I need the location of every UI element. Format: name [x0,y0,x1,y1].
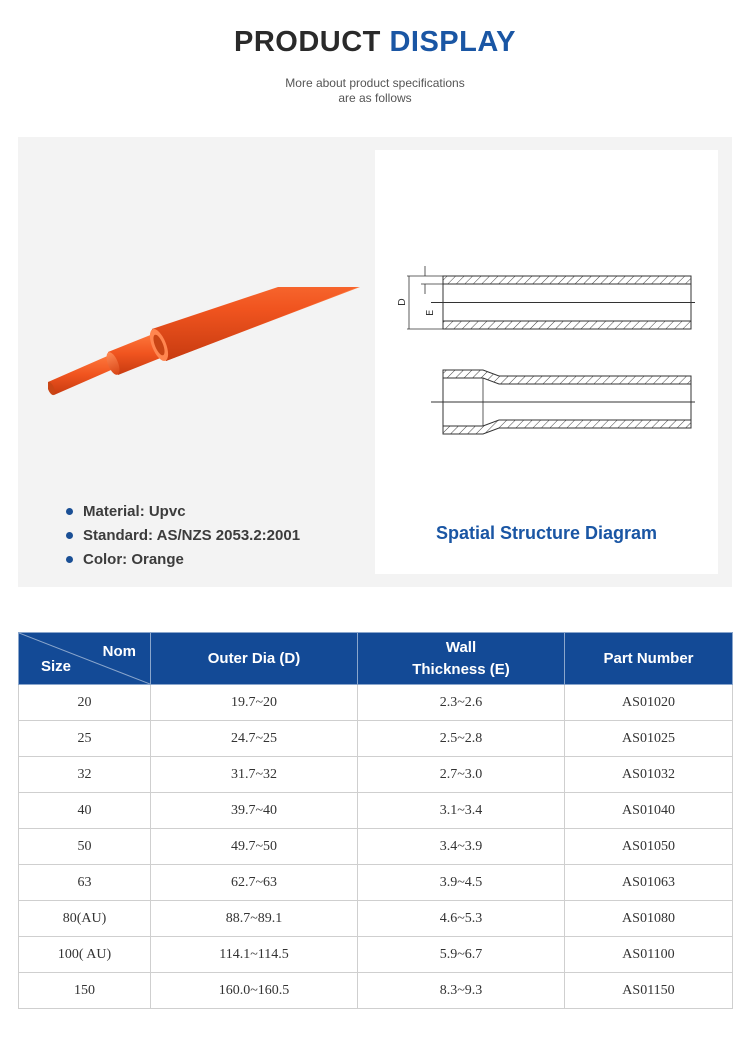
cell-outer-dia: 62.7~63 [151,865,358,901]
spec-list [66,499,300,571]
cell-outer-dia: 114.1~114.5 [151,937,358,973]
table-row [19,829,733,865]
cell-wall-thickness: 3.1~3.4 [358,793,565,829]
cell-size: 80(AU) [19,901,151,937]
spec-color-text: Color: Orange [83,550,184,568]
header-outer-dia: Outer Dia (D) [151,633,358,685]
cell-wall-thickness: 2.5~2.8 [358,721,565,757]
cell-size: 150 [19,973,151,1009]
diagram-caption: Spatial Structure Diagram [435,523,658,543]
table-row [19,721,733,757]
table-row [19,793,733,829]
cell-wall-thickness: 2.7~3.0 [358,757,565,793]
table-row [19,685,733,721]
cell-size: 40 [19,793,151,829]
title-part-2: DISPLAY [389,26,516,58]
table-header-row [19,633,733,685]
spec-color [66,547,300,571]
cell-outer-dia: 39.7~40 [151,793,358,829]
cell-part-number: AS01050 [565,829,733,865]
diagram-box [375,150,718,574]
cell-wall-thickness: 3.9~4.5 [358,865,565,901]
cell-part-number: AS01063 [565,865,733,901]
table-row [19,901,733,937]
cell-size: 32 [19,757,151,793]
cell-size: 100( AU) [19,937,151,973]
cell-size: 50 [19,829,151,865]
header-wall: Wall [445,638,477,656]
cell-size: 63 [19,865,151,901]
cell-outer-dia: 88.7~89.1 [151,901,358,937]
header-part-number: Part Number [565,633,733,685]
bullet-icon [66,556,73,563]
header-nom: Nom [102,643,136,660]
cell-outer-dia: 19.7~20 [151,685,358,721]
subtitle-line-2: are as follows [338,91,412,105]
cell-wall-thickness: 4.6~5.3 [358,901,565,937]
cell-part-number: AS01100 [565,937,733,973]
header-wall-thickness [358,633,565,685]
cell-wall-thickness: 2.3~2.6 [358,685,565,721]
cell-part-number: AS01025 [565,721,733,757]
cell-outer-dia: 160.0~160.5 [151,973,358,1009]
bullet-icon [66,532,73,539]
spec-material-text: Material: Upvc [83,502,186,520]
cell-wall-thickness: 5.9~6.7 [358,937,565,973]
page-title [0,26,750,59]
cell-wall-thickness: 3.4~3.9 [358,829,565,865]
product-panel [18,137,732,587]
table-row [19,757,733,793]
spatial-structure-diagram [395,260,695,450]
label-e: E [425,309,436,316]
header-thickness: Thickness (E) [412,660,510,678]
cell-outer-dia: 24.7~25 [151,721,358,757]
table-row [19,865,733,901]
orange-pipe-image [48,287,368,437]
cell-part-number: AS01150 [565,973,733,1009]
header-size: Size [41,658,72,675]
cell-wall-thickness: 8.3~9.3 [358,973,565,1009]
cell-outer-dia: 31.7~32 [151,757,358,793]
cell-part-number: AS01032 [565,757,733,793]
table-row [19,937,733,973]
cell-outer-dia: 49.7~50 [151,829,358,865]
cell-part-number: AS01020 [565,685,733,721]
spec-table [18,632,733,1009]
cell-part-number: AS01080 [565,901,733,937]
label-d: D [397,298,408,306]
header-nom-size [19,633,151,685]
table-row [19,973,733,1009]
spec-standard-text: Standard: AS/NZS 2053.2:2001 [83,526,301,544]
page-subtitle [0,76,750,106]
cell-size: 20 [19,685,151,721]
subtitle-line-1: More about product specifications [285,76,465,90]
spec-standard [66,523,300,547]
cell-part-number: AS01040 [565,793,733,829]
cell-size: 25 [19,721,151,757]
title-part-1: PRODUCT [234,26,381,58]
bullet-icon [66,508,73,515]
spec-material [66,499,300,523]
